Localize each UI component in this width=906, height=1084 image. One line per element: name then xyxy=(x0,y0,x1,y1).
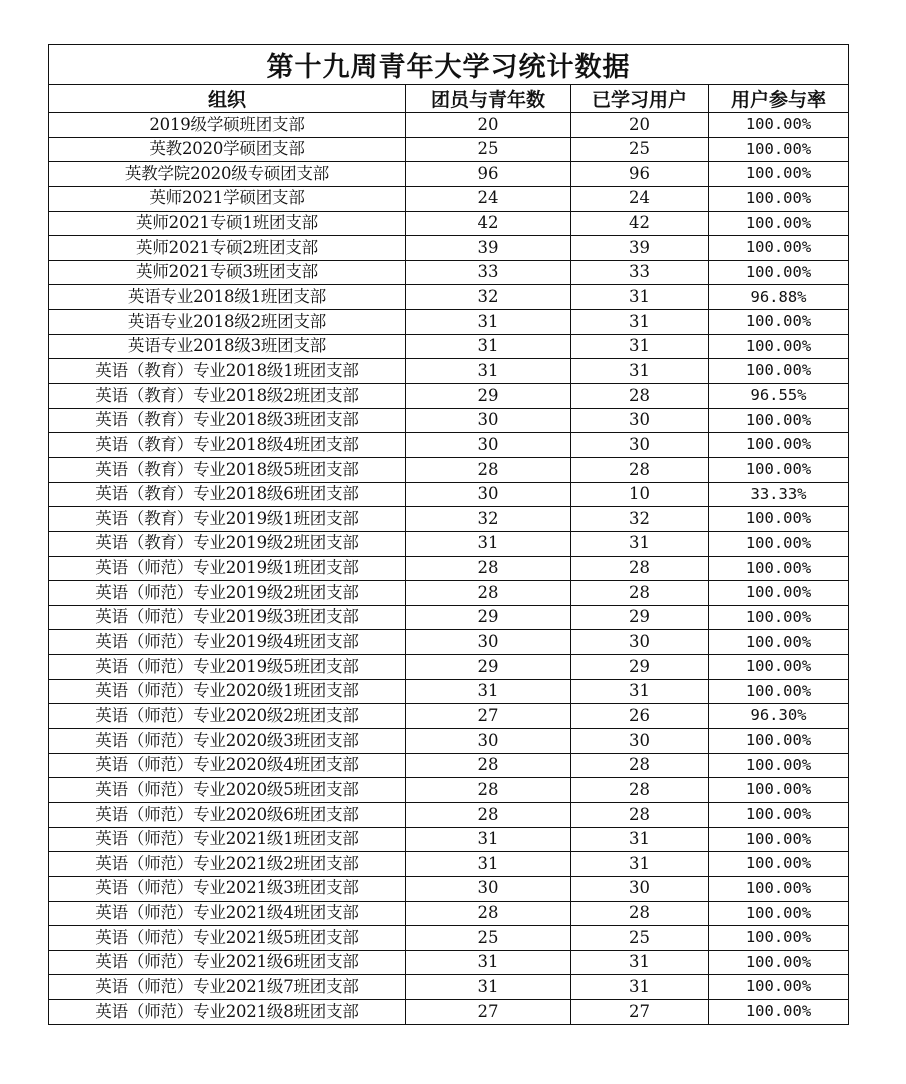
rate-cell: 100.00% xyxy=(709,729,849,754)
learned-cell: 31 xyxy=(571,285,709,310)
learned-cell: 28 xyxy=(571,802,709,827)
rate-cell: 100.00% xyxy=(709,679,849,704)
org-cell: 英语（师范）专业2021级1班团支部 xyxy=(49,827,406,852)
table-row xyxy=(49,876,849,901)
members-cell: 31 xyxy=(406,852,571,877)
learned-cell: 20 xyxy=(571,113,709,138)
org-cell: 英语（教育）专业2019级2班团支部 xyxy=(49,531,406,556)
table-row xyxy=(49,162,849,187)
org-cell: 英语（师范）专业2019级4班团支部 xyxy=(49,630,406,655)
org-cell: 英语（师范）专业2019级5班团支部 xyxy=(49,655,406,680)
learned-cell: 30 xyxy=(571,630,709,655)
org-cell: 英语（师范）专业2021级2班团支部 xyxy=(49,852,406,877)
members-cell: 28 xyxy=(406,753,571,778)
table-row xyxy=(49,408,849,433)
members-cell: 25 xyxy=(406,137,571,162)
learned-cell: 30 xyxy=(571,408,709,433)
members-cell: 27 xyxy=(406,1000,571,1025)
rate-cell: 100.00% xyxy=(709,457,849,482)
members-cell: 33 xyxy=(406,260,571,285)
org-cell: 英师2021专硕2班团支部 xyxy=(49,236,406,261)
rate-cell: 100.00% xyxy=(709,950,849,975)
members-cell: 28 xyxy=(406,556,571,581)
org-cell: 英语（师范）专业2020级5班团支部 xyxy=(49,778,406,803)
org-cell: 英语（教育）专业2019级1班团支部 xyxy=(49,507,406,532)
members-cell: 30 xyxy=(406,876,571,901)
table-row xyxy=(49,605,849,630)
rate-cell: 100.00% xyxy=(709,556,849,581)
table-row xyxy=(49,285,849,310)
members-cell: 29 xyxy=(406,384,571,409)
members-cell: 30 xyxy=(406,408,571,433)
table-row xyxy=(49,507,849,532)
rate-cell: 100.00% xyxy=(709,802,849,827)
members-cell: 39 xyxy=(406,236,571,261)
org-cell: 英语（教育）专业2018级5班团支部 xyxy=(49,457,406,482)
rate-cell: 100.00% xyxy=(709,310,849,335)
rate-cell: 100.00% xyxy=(709,186,849,211)
rate-cell: 100.00% xyxy=(709,260,849,285)
table-row xyxy=(49,1000,849,1025)
members-cell: 30 xyxy=(406,482,571,507)
members-cell: 42 xyxy=(406,211,571,236)
table-row xyxy=(49,975,849,1000)
table-row xyxy=(49,310,849,335)
org-cell: 英语（师范）专业2021级8班团支部 xyxy=(49,1000,406,1025)
learned-cell: 31 xyxy=(571,950,709,975)
members-cell: 28 xyxy=(406,802,571,827)
learned-cell: 30 xyxy=(571,729,709,754)
rate-cell: 100.00% xyxy=(709,876,849,901)
org-cell: 英语（师范）专业2021级3班团支部 xyxy=(49,876,406,901)
learned-cell: 24 xyxy=(571,186,709,211)
org-cell: 英语（师范）专业2020级6班团支部 xyxy=(49,802,406,827)
learned-cell: 28 xyxy=(571,457,709,482)
rate-cell: 100.00% xyxy=(709,852,849,877)
title-row xyxy=(49,45,849,85)
rate-cell: 100.00% xyxy=(709,581,849,606)
members-cell: 29 xyxy=(406,605,571,630)
members-cell: 20 xyxy=(406,113,571,138)
learned-cell: 28 xyxy=(571,753,709,778)
members-cell: 31 xyxy=(406,334,571,359)
rate-cell: 100.00% xyxy=(709,778,849,803)
table-row xyxy=(49,531,849,556)
learned-cell: 31 xyxy=(571,827,709,852)
table-row xyxy=(49,950,849,975)
org-cell: 英语（师范）专业2020级1班团支部 xyxy=(49,679,406,704)
org-cell: 英语（师范）专业2019级2班团支部 xyxy=(49,581,406,606)
members-cell: 31 xyxy=(406,679,571,704)
rate-cell: 100.00% xyxy=(709,901,849,926)
rate-cell: 100.00% xyxy=(709,605,849,630)
org-cell: 英语（师范）专业2020级2班团支部 xyxy=(49,704,406,729)
learned-cell: 31 xyxy=(571,334,709,359)
org-cell: 英教学院2020级专硕团支部 xyxy=(49,162,406,187)
org-cell: 2019级学硕班团支部 xyxy=(49,113,406,138)
learned-cell: 29 xyxy=(571,655,709,680)
learned-cell: 31 xyxy=(571,852,709,877)
rate-cell: 100.00% xyxy=(709,359,849,384)
header-row xyxy=(49,85,849,113)
org-cell: 英语（师范）专业2019级1班团支部 xyxy=(49,556,406,581)
org-cell: 英语（教育）专业2018级6班团支部 xyxy=(49,482,406,507)
rate-cell: 100.00% xyxy=(709,211,849,236)
rate-cell: 100.00% xyxy=(709,113,849,138)
rate-cell: 100.00% xyxy=(709,137,849,162)
column-header-members: 团员与青年数 xyxy=(406,85,571,113)
table-row xyxy=(49,186,849,211)
rate-cell: 100.00% xyxy=(709,975,849,1000)
table-row xyxy=(49,260,849,285)
members-cell: 28 xyxy=(406,778,571,803)
table-row xyxy=(49,802,849,827)
statistics-table xyxy=(48,44,849,1025)
table-row xyxy=(49,457,849,482)
org-cell: 英语专业2018级1班团支部 xyxy=(49,285,406,310)
learned-cell: 31 xyxy=(571,679,709,704)
table-row xyxy=(49,359,849,384)
org-cell: 英语（师范）专业2019级3班团支部 xyxy=(49,605,406,630)
learned-cell: 30 xyxy=(571,433,709,458)
members-cell: 32 xyxy=(406,285,571,310)
learned-cell: 31 xyxy=(571,975,709,1000)
org-cell: 英语（教育）专业2018级1班团支部 xyxy=(49,359,406,384)
table-row xyxy=(49,482,849,507)
members-cell: 30 xyxy=(406,433,571,458)
org-cell: 英教2020学硕团支部 xyxy=(49,137,406,162)
table-row xyxy=(49,384,849,409)
learned-cell: 31 xyxy=(571,359,709,384)
members-cell: 30 xyxy=(406,729,571,754)
rate-cell: 100.00% xyxy=(709,162,849,187)
members-cell: 31 xyxy=(406,827,571,852)
rate-cell: 100.00% xyxy=(709,753,849,778)
org-cell: 英语专业2018级2班团支部 xyxy=(49,310,406,335)
members-cell: 29 xyxy=(406,655,571,680)
table-row xyxy=(49,852,849,877)
learned-cell: 96 xyxy=(571,162,709,187)
learned-cell: 28 xyxy=(571,556,709,581)
table-row xyxy=(49,729,849,754)
members-cell: 31 xyxy=(406,950,571,975)
org-cell: 英师2021专硕3班团支部 xyxy=(49,260,406,285)
table-row xyxy=(49,778,849,803)
members-cell: 31 xyxy=(406,359,571,384)
members-cell: 31 xyxy=(406,531,571,556)
learned-cell: 31 xyxy=(571,310,709,335)
rate-cell: 100.00% xyxy=(709,630,849,655)
members-cell: 96 xyxy=(406,162,571,187)
members-cell: 28 xyxy=(406,457,571,482)
org-cell: 英语（师范）专业2021级5班团支部 xyxy=(49,926,406,951)
members-cell: 28 xyxy=(406,901,571,926)
learned-cell: 32 xyxy=(571,507,709,532)
table-row xyxy=(49,113,849,138)
table-row xyxy=(49,556,849,581)
members-cell: 25 xyxy=(406,926,571,951)
rate-cell: 100.00% xyxy=(709,531,849,556)
learned-cell: 28 xyxy=(571,581,709,606)
learned-cell: 10 xyxy=(571,482,709,507)
rate-cell: 33.33% xyxy=(709,482,849,507)
table-title: 第十九周青年大学习统计数据 xyxy=(49,45,849,85)
table-row xyxy=(49,679,849,704)
table-row xyxy=(49,433,849,458)
column-header-org: 组织 xyxy=(49,85,406,113)
table-row xyxy=(49,753,849,778)
learned-cell: 28 xyxy=(571,901,709,926)
org-cell: 英师2021专硕1班团支部 xyxy=(49,211,406,236)
members-cell: 27 xyxy=(406,704,571,729)
table-row xyxy=(49,704,849,729)
table-body xyxy=(49,113,849,1025)
learned-cell: 28 xyxy=(571,778,709,803)
learned-cell: 33 xyxy=(571,260,709,285)
org-cell: 英语（师范）专业2021级6班团支部 xyxy=(49,950,406,975)
table-row xyxy=(49,901,849,926)
members-cell: 30 xyxy=(406,630,571,655)
members-cell: 31 xyxy=(406,310,571,335)
rate-cell: 100.00% xyxy=(709,507,849,532)
rate-cell: 100.00% xyxy=(709,334,849,359)
learned-cell: 28 xyxy=(571,384,709,409)
table-row xyxy=(49,630,849,655)
rate-cell: 100.00% xyxy=(709,408,849,433)
learned-cell: 39 xyxy=(571,236,709,261)
table-row xyxy=(49,211,849,236)
members-cell: 28 xyxy=(406,581,571,606)
rate-cell: 100.00% xyxy=(709,236,849,261)
table-row xyxy=(49,581,849,606)
members-cell: 31 xyxy=(406,975,571,1000)
learned-cell: 26 xyxy=(571,704,709,729)
table-row xyxy=(49,827,849,852)
rate-cell: 100.00% xyxy=(709,1000,849,1025)
table-row xyxy=(49,334,849,359)
org-cell: 英语（师范）专业2021级4班团支部 xyxy=(49,901,406,926)
rate-cell: 100.00% xyxy=(709,827,849,852)
org-cell: 英语（教育）专业2018级2班团支部 xyxy=(49,384,406,409)
org-cell: 英语（师范）专业2020级4班团支部 xyxy=(49,753,406,778)
table-row xyxy=(49,926,849,951)
org-cell: 英师2021学硕团支部 xyxy=(49,186,406,211)
org-cell: 英语（师范）专业2021级7班团支部 xyxy=(49,975,406,1000)
learned-cell: 30 xyxy=(571,876,709,901)
org-cell: 英语（教育）专业2018级4班团支部 xyxy=(49,433,406,458)
table-row xyxy=(49,655,849,680)
rate-cell: 96.30% xyxy=(709,704,849,729)
members-cell: 24 xyxy=(406,186,571,211)
rate-cell: 96.55% xyxy=(709,384,849,409)
org-cell: 英语（教育）专业2018级3班团支部 xyxy=(49,408,406,433)
learned-cell: 27 xyxy=(571,1000,709,1025)
rate-cell: 100.00% xyxy=(709,433,849,458)
rate-cell: 100.00% xyxy=(709,926,849,951)
learned-cell: 25 xyxy=(571,926,709,951)
learned-cell: 29 xyxy=(571,605,709,630)
learned-cell: 25 xyxy=(571,137,709,162)
learned-cell: 42 xyxy=(571,211,709,236)
rate-cell: 100.00% xyxy=(709,655,849,680)
table-row xyxy=(49,137,849,162)
column-header-learned: 已学习用户 xyxy=(571,85,709,113)
members-cell: 32 xyxy=(406,507,571,532)
rate-cell: 96.88% xyxy=(709,285,849,310)
learned-cell: 31 xyxy=(571,531,709,556)
table-row xyxy=(49,236,849,261)
org-cell: 英语专业2018级3班团支部 xyxy=(49,334,406,359)
column-header-rate: 用户参与率 xyxy=(709,85,849,113)
org-cell: 英语（师范）专业2020级3班团支部 xyxy=(49,729,406,754)
